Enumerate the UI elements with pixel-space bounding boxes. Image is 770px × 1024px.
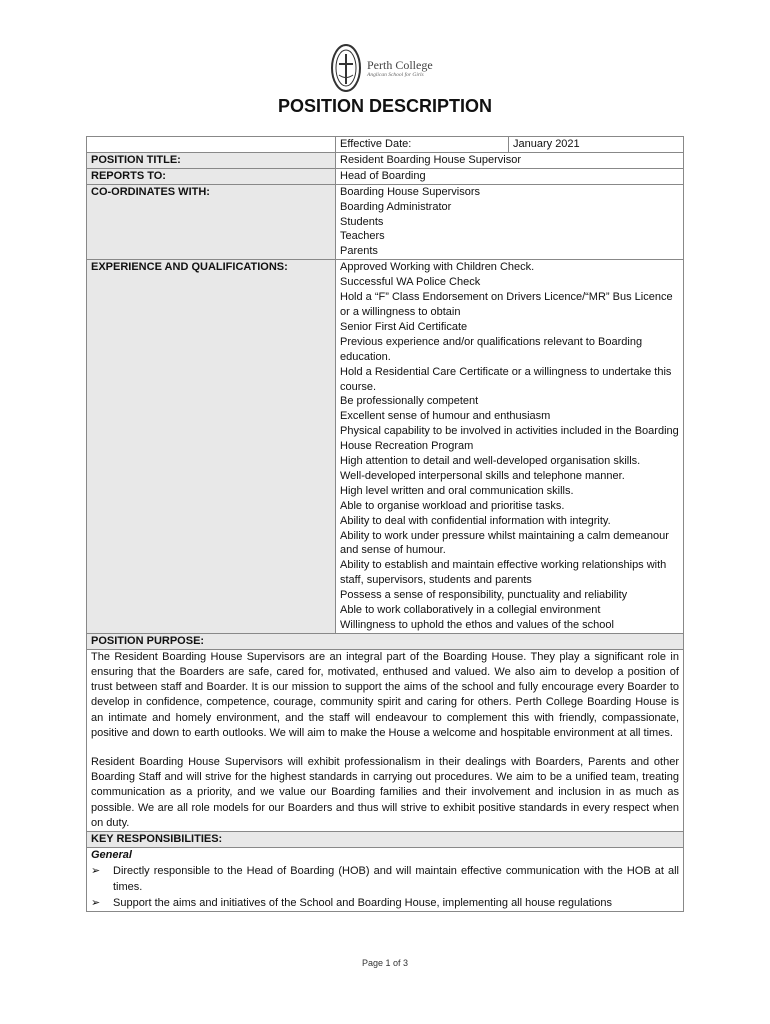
- position-title-row: [87, 152, 684, 168]
- list-item: Senior First Aid Certificate: [340, 320, 468, 333]
- list-item: Hold a Residential Care Certificate or a willingness to undertake this course.: [340, 365, 672, 393]
- effective-date-label: Effective Date:: [340, 137, 509, 152]
- position-table: [86, 136, 684, 912]
- responsibilities-label: KEY RESPONSIBILITIES:: [87, 832, 684, 848]
- list-item: Physical capability to be involved in activities included in the Boarding House Recreation Program: [340, 425, 679, 453]
- list-item: Hold a “F” Class Endorsement on Drivers Licence/“MR” Bus Licence or a willingness to obtain: [340, 291, 673, 318]
- list-item: Possess a sense of responsibility, punctuality and reliability: [340, 589, 628, 602]
- responsibility-text: Support the aims and initiatives of the School and Boarding House, implementing all house regulations: [113, 896, 612, 909]
- responsibilities-header-row: [87, 832, 684, 848]
- purpose-header-row: [87, 633, 684, 649]
- list-item: [91, 863, 679, 895]
- responsibilities-row: [87, 847, 684, 911]
- responsibilities-body: [87, 847, 684, 911]
- list-item: Ability to work under pressure whilst maintaining a calm demeanour and sense of humour.: [340, 529, 669, 557]
- coordinates-row: [87, 184, 684, 260]
- arrow-bullet-icon: ➢: [91, 864, 101, 877]
- list-item: Excellent sense of humour and enthusiasm: [340, 410, 551, 423]
- arrow-bullet-icon: ➢: [91, 896, 101, 909]
- list-item: Boarding Administrator: [340, 200, 452, 213]
- purpose-row: [87, 649, 684, 831]
- position-title-value: Resident Boarding House Supervisor: [336, 152, 684, 168]
- responsibilities-subheading: General: [91, 848, 132, 861]
- document-title: POSITION DESCRIPTION: [277, 96, 493, 116]
- effective-date-row: [87, 137, 684, 153]
- coordinates-label: CO-ORDINATES WITH:: [87, 184, 336, 260]
- effective-date-value: January 2021: [513, 138, 580, 150]
- reports-to-value: Head of Boarding: [336, 168, 684, 184]
- list-item: Well-developed interpersonal skills and telephone manner.: [340, 469, 625, 482]
- list-item: High level written and oral communication skills.: [340, 484, 574, 497]
- list-item: Previous experience and/or qualifications relevant to Boarding education.: [340, 335, 643, 363]
- list-item: High attention to detail and well-developed organisation skills.: [340, 455, 641, 468]
- list-item: Willingness to uphold the ethos and values of the school: [340, 619, 614, 631]
- list-item: [91, 895, 679, 911]
- experience-label: EXPERIENCE AND QUALIFICATIONS:: [87, 260, 336, 634]
- logo-name: Perth College: [367, 58, 433, 72]
- reports-to-row: [87, 168, 684, 184]
- list-item: Be professionally competent: [340, 395, 479, 408]
- position-title-label: POSITION TITLE:: [87, 152, 336, 168]
- list-item: Ability to deal with confidential information with integrity.: [340, 514, 611, 527]
- school-logo: [330, 42, 450, 94]
- list-item: Parents: [340, 245, 378, 258]
- list-item: Able to work collaboratively in a collegial environment: [340, 604, 601, 617]
- purpose-paragraph-1: The Resident Boarding House Supervisors are an integral part of the Boarding House. They play a significant role in ensuring that the Boarders are safe, cared for, motivated, enthused and valued. We also aim to develop a position of trust between staff and Boarder. It is our mission to support the aims of the school and fully encourage every Boarder to develop in confidence, competence, courage, community spirit and caring for others. Perth College Boarding House is an intimate and homely environment, and the staff will endeavour to complement this with friendly, compassionate, positive and down to earth outlooks. We will aim to make the House a welcome and hospitable environment at all times.: [91, 650, 679, 739]
- logo-tagline: Anglican School for Girls: [367, 72, 424, 78]
- purpose-label: POSITION PURPOSE:: [87, 633, 684, 649]
- list-item: Teachers: [340, 230, 385, 243]
- experience-row: [87, 260, 684, 634]
- reports-to-label: REPORTS TO:: [87, 168, 336, 184]
- crest-icon: [330, 42, 362, 94]
- responsibility-text: Directly responsible to the Head of Boarding (HOB) and will maintain effective communication with the HOB at all times.: [113, 864, 679, 893]
- list-item: Successful WA Police Check: [340, 276, 481, 289]
- experience-list: [336, 260, 684, 634]
- coordinates-list: [336, 184, 684, 260]
- list-item: Approved Working with Children Check.: [340, 261, 535, 274]
- purpose-body: [87, 649, 684, 831]
- list-item: Boarding House Supervisors: [340, 185, 481, 198]
- page-number: Page 1 of 3: [361, 958, 409, 968]
- list-item: Ability to establish and maintain effective working relationships with staff, supervisors, students and parents: [340, 559, 667, 587]
- list-item: Able to organise workload and prioritise tasks.: [340, 499, 565, 512]
- list-item: Students: [340, 215, 384, 228]
- purpose-paragraph-2: Resident Boarding House Supervisors will exhibit professionalism in their dealings with Boarders, Parents and other Boarding Staff and will strive for the highest standards in carrying out procedures. We aim to be a unified team, treating communication as a priority, and we value our Boarding families and their involvement and inclusion in as much as possible. We are all role models for our Boarders and thus will strive to exhibit positive standards in every respect when on duty.: [91, 756, 679, 829]
